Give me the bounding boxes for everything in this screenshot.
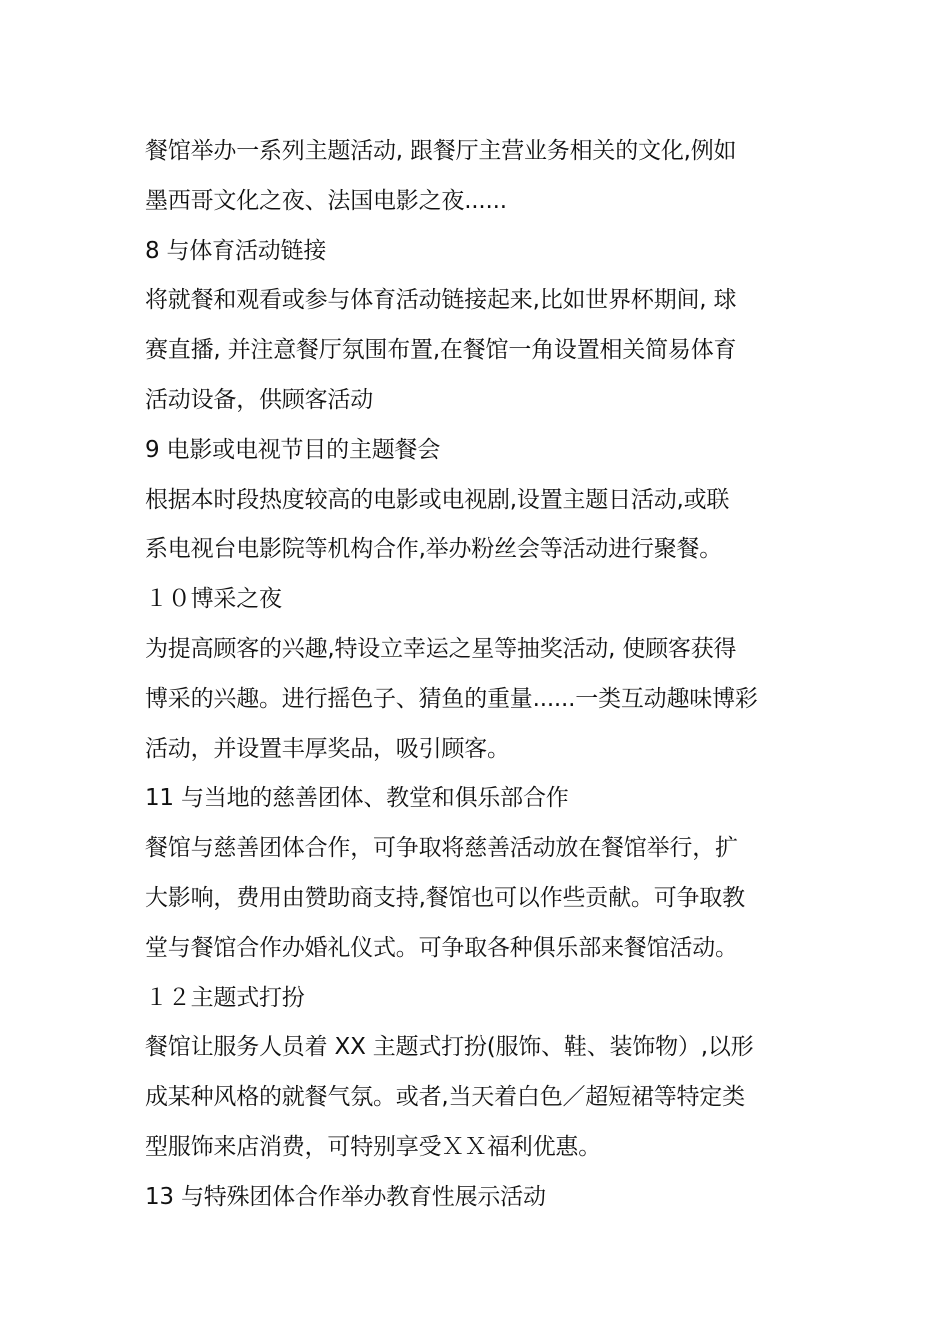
text-line: 博采的兴趣。进行摇色子、猜鱼的重量......一类互动趣味博彩 xyxy=(145,685,758,712)
section-heading: 11 与当地的慈善团体、教堂和俱乐部合作 xyxy=(145,785,569,812)
text-line: 餐馆举办一系列主题活动, 跟餐厅主营业务相关的文化,例如 xyxy=(145,138,737,164)
document-page xyxy=(145,127,815,1223)
section-heading: 13 与特殊团体合作举办教育性展示活动 xyxy=(145,1183,546,1210)
text-line: 型服饰来店消费，可特别享受ＸＸ福利优惠。 xyxy=(145,1133,602,1160)
text-line: 餐馆让服务人员着 XX 主题式打扮(服饰、鞋、装饰物）,以形 xyxy=(145,1034,754,1061)
section-heading: １２主题式打扮 xyxy=(145,984,305,1011)
text-line: 堂与餐馆合作办婚礼仪式。可争取各种俱乐部来餐馆活动。 xyxy=(145,934,738,961)
text-line: 赛直播, 并注意餐厅氛围布置,在餐馆一角设置相关简易体育 xyxy=(145,337,737,364)
text-line: 活动，并设置丰厚奖品，吸引顾客。 xyxy=(145,735,510,762)
text-line: 成某种风格的就餐气氛。或者,当天着白色／超短裙等特定类 xyxy=(145,1084,745,1111)
text-line: 根据本时段热度较高的电影或电视剧,设置主题日活动,或联 xyxy=(145,486,730,513)
section-heading: 8 与体育活动链接 xyxy=(145,237,327,264)
text-line: 将就餐和观看或参与体育活动链接起来,比如世界杯期间, 球 xyxy=(145,287,737,314)
text-line: 为提高顾客的兴趣,特设立幸运之星等抽奖活动, 使顾客获得 xyxy=(145,635,737,662)
text-line: 活动设备，供顾客活动 xyxy=(145,386,374,413)
text-line: 餐馆与慈善团体合作，可争取将慈善活动放在餐馆举行，扩 xyxy=(145,835,738,862)
text-line: 系电视台电影院等机构合作,举办粉丝会等活动进行聚餐。 xyxy=(145,536,723,563)
text-line: 大影响，费用由赞助商支持,餐馆也可以作些贡献。可争取教 xyxy=(145,884,745,911)
text-line: 墨西哥文化之夜、法国电影之夜...... xyxy=(145,187,507,214)
section-heading: １０博采之夜 xyxy=(145,586,282,613)
section-heading: 9 电影或电视节目的主题餐会 xyxy=(145,436,441,463)
